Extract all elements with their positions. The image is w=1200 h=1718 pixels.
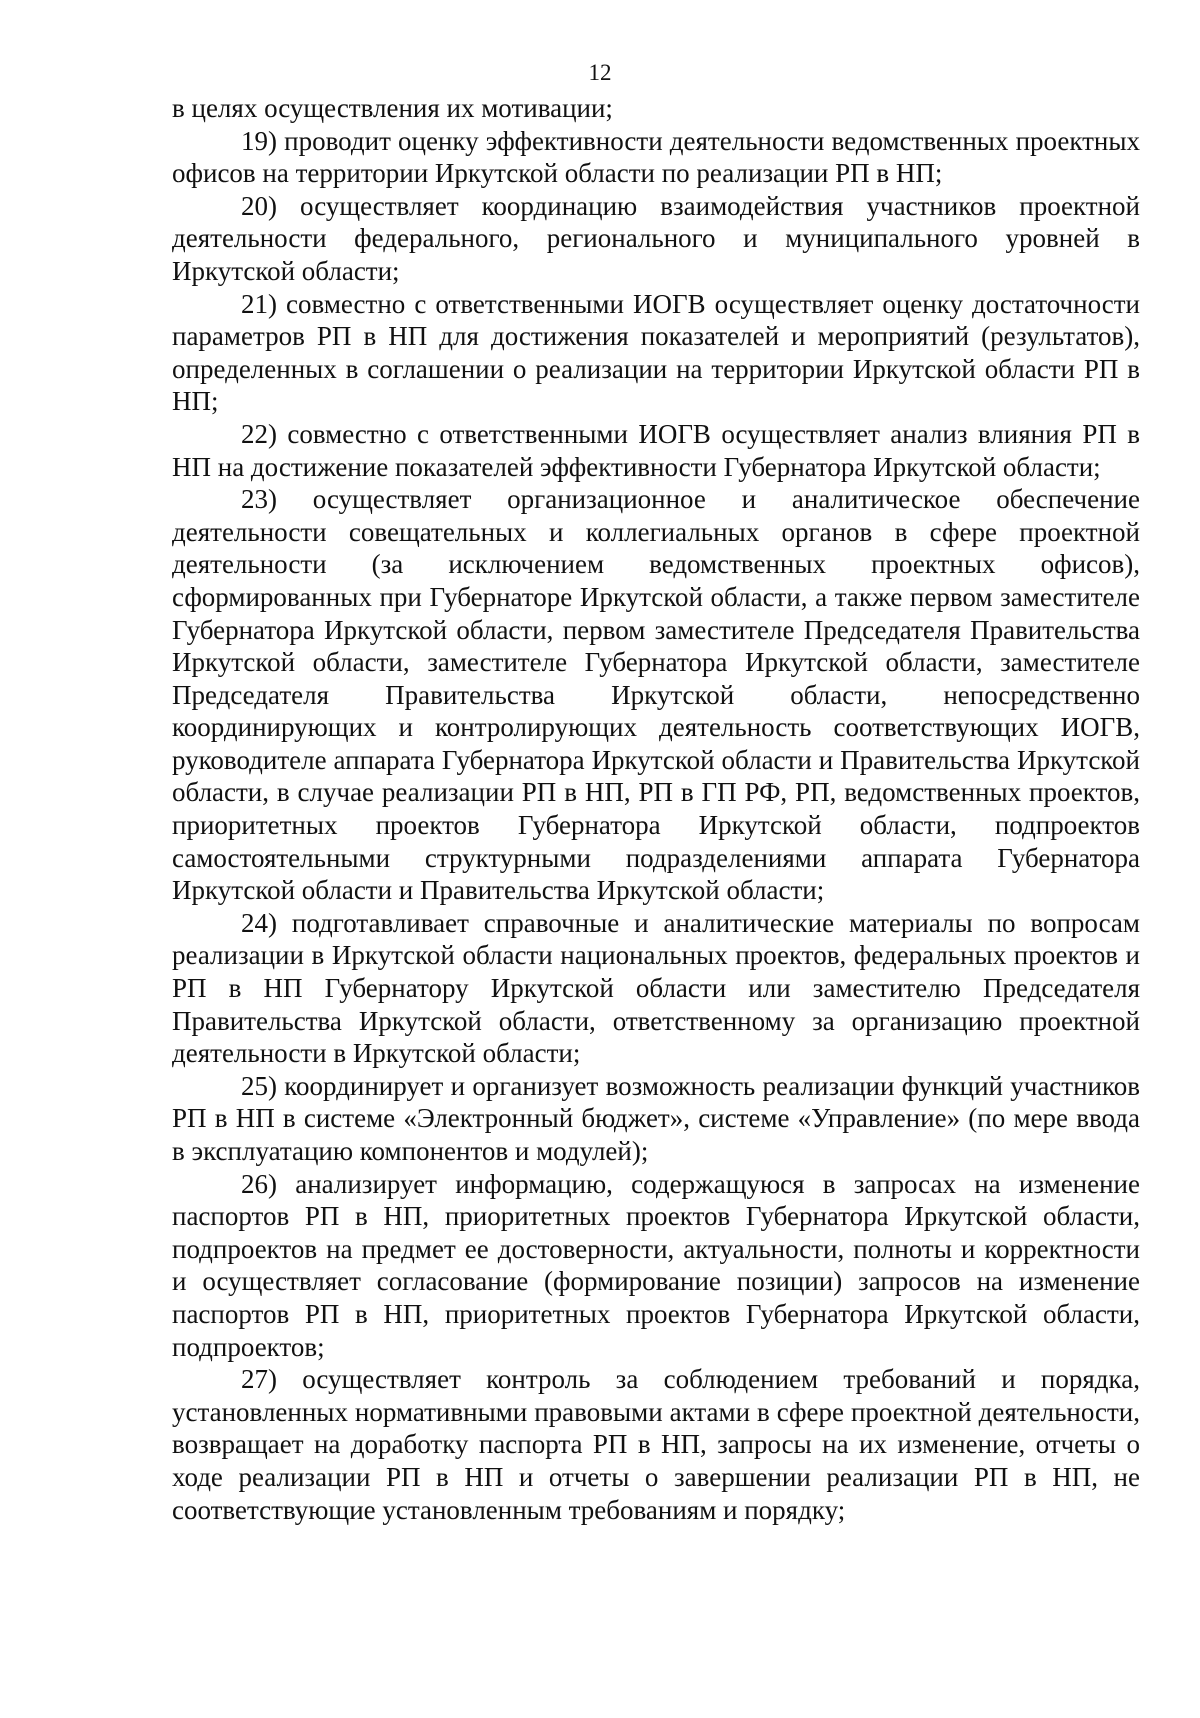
paragraph-item-24: 24) подготавливает справочные и аналитические материалы по вопросам реализации в Иркутской области национальных проектов, федеральных проектов и РП в НП Губернатору Иркутской области или заместителю Председателя Правительства Иркутской области, ответственному за организацию проектной деятельности в Иркутской области; [172,907,1140,1069]
paragraph-item-19: 19) проводит оценку эффективности деятельности ведомственных проектных офисов на территории Иркутской области по реализации РП в НП; [172,125,1140,189]
paragraph-item-26: 26) анализирует информацию, содержащуюся в запросах на изменение паспортов РП в НП, приоритетных проектов Губернатора Иркутской области, подпроектов на предмет ее достоверности, актуальности, полноты и корректности и осуществляет согласование (формирование позиции) запросов на изменение паспортов РП в НП, приоритетных проектов Губернатора Иркутской области, подпроектов; [172,1168,1140,1362]
paragraph-continuation: в целях осуществления их мотивации; [172,93,613,123]
paragraph-item-22: 22) совместно с ответственными ИОГВ осуществляет анализ влияния РП в НП на достижение показателей эффективности Губернатора Иркутской области; [172,418,1140,482]
paragraph-item-25: 25) координирует и организует возможность реализации функций участников РП в НП в системе «Электронный бюджет», системе «Управление» (по мере ввода в эксплуатацию компонентов и модулей); [172,1070,1140,1166]
document-body [172,92,1140,1526]
paragraph-item-23: 23) осуществляет организационное и аналитическое обеспечение деятельности совещательных и коллегиальных органов в сфере проектной деятельности (за исключением ведомственных проектных офисов), сформированных при Губернаторе Иркутской области, а также первом заместителе Губернатора Иркутской области, первом заместителе Председателя Правительства Иркутской области, заместителе Губернатора Иркутской области, заместителе Председателя Правительства Иркутской области, непосредственно координирующих и контролирующих деятельность соответствующих ИОГВ, руководителе аппарата Губернатора Иркутской области и Правительства Иркутской области, в случае реализации РП в НП, РП в ГП РФ, РП, ведомственных проектов, приоритетных проектов Губернатора Иркутской области, подпроектов самостоятельными структурными подразделениями аппарата Губернатора Иркутской области и Правительства Иркутской области; [172,484,1140,906]
page-number: 12 [588,60,612,85]
paragraph-item-21: 21) совместно с ответственными ИОГВ осуществляет оценку достаточности параметров РП в НП для достижения показателей и мероприятий (результатов), определенных в соглашении о реализации на территории Иркутской области РП в НП; [172,288,1140,417]
paragraph-item-27: 27) осуществляет контроль за соблюдением требований и порядка, установленных нормативными правовыми актами в сфере проектной деятельности, возвращает на доработку паспорта РП в НП, запросы на их изменение, отчеты о ходе реализации РП в НП и отчеты о завершении реализации РП в НП, не соответствующие установленным требованиям и порядку; [172,1364,1140,1525]
paragraph-item-20: 20) осуществляет координацию взаимодействия участников проектной деятельности федерального, регионального и муниципального уровней в Иркутской области; [172,190,1140,286]
